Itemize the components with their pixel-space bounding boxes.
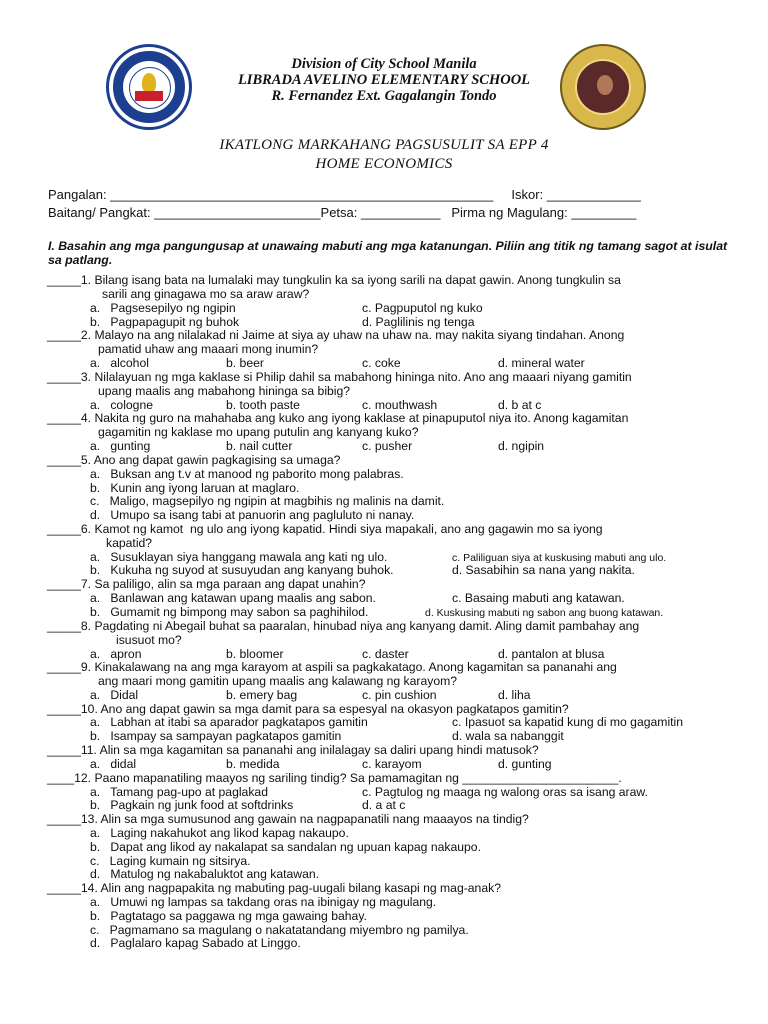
option-b: b. Pagpapagupit ng buhok: [90, 315, 240, 329]
subject-title: HOME ECONOMICS: [315, 156, 453, 172]
question-14: _____14. Alin ang nagpapakita ng mabuting pag-uugali bilang kasapi ng mag-anak?: [47, 881, 501, 895]
option-b: b. Dapat ang likod ay nakalapat sa sandalan ng upuan kapag nakaupo.: [90, 840, 481, 854]
question-10: _____10. Ano ang dapat gawin sa mga damit para sa espesyal na okasyon pagkatapos gamitin?: [47, 702, 569, 716]
option-d: d. pantalon at blusa: [498, 647, 605, 661]
exam-title: IKATLONG MARKAHANG PAGSUSULIT SA EPP 4: [219, 137, 549, 153]
question-6: _____6. Kamot ng kamot ng ulo ang iyong kapatid. Hindi siya mapakali, ano ang gagawin mo sa iyong: [47, 522, 603, 536]
question-5: _____5. Ano ang dapat gawin pagkagising sa umaga?: [47, 453, 341, 467]
option-c: c. pusher: [362, 439, 413, 453]
option-b: b. Isampay sa sampayan pagkatapos gamitin: [90, 729, 342, 743]
question-12: ____12. Paano mapanatiling maayos ng sariling tindig? Sa pamamagitan ng _______________________.: [47, 771, 622, 785]
option-b: b. beer: [226, 356, 264, 370]
option-a: a. cologne: [90, 398, 154, 412]
option-b: b. tooth paste: [226, 398, 300, 412]
option-b: b. Kunin ang iyong laruan at maglaro.: [90, 481, 300, 495]
option-c: c. Pagpuputol ng kuko: [362, 301, 483, 315]
option-a: a. Buksan ang t.v at manood ng paborito mong palabras.: [90, 467, 404, 481]
option-c: c. daster: [362, 647, 409, 661]
option-a: a. Umuwi ng lampas sa takdang oras na ibinigay ng magulang.: [90, 895, 437, 909]
option-d: d. gunting: [498, 757, 552, 771]
option-a: a. Tamang pag-upo at paglakad: [90, 785, 268, 799]
option-c: c. Laging kumain ng sitsirya.: [90, 854, 251, 868]
option-d: d. Paglilinis ng tenga: [362, 315, 475, 329]
grade-date-line: Baitang/ Pangkat: _______________________Petsa: ___________ Pirma ng Magulang: _________: [48, 205, 637, 220]
instructions: I. Basahin ang mga pangungusap at unawaing mabuti ang mga katanungan. Piliin ang titik ng tamang sagot at isulat sa patlang.: [48, 239, 728, 267]
question-4: _____4. Nakita ng guro na mahahaba ang kuko ang iyong kaklase at pinapuputol niya ito. Anong kagamitan: [47, 411, 629, 425]
option-b: b. Kukuha ng suyod at susuyudan ang kanyang buhok.: [90, 563, 394, 577]
school-name: LIBRADA AVELINO ELEMENTARY SCHOOL: [237, 72, 531, 88]
option-d: d. Sasabihin sa nana yang nakita.: [452, 563, 635, 577]
option-a: a. Labhan at itabi sa aparador pagkatapos gamitin: [90, 715, 368, 729]
question-9: _____9. Kinakalawang na ang mga karayom at aspili sa pagkakatago. Anong kagamitan sa pananahi ang: [47, 660, 617, 674]
option-c: c. Ipasuot sa kapatid kung di mo gagamitin: [452, 715, 684, 729]
question-7: _____7. Sa paliligo, alin sa mga paraan ang dapat unahin?: [47, 577, 366, 591]
option-d: d. a at c: [362, 798, 406, 812]
option-c: c. Pagtulog ng maaga ng walong oras sa isang araw.: [362, 785, 648, 799]
option-b: b. Gumamit ng bimpong may sabon sa paghihilod.: [90, 605, 369, 619]
question-3-cont: upang maalis ang mabahong hininga sa bibig?: [98, 384, 351, 398]
option-a: a. Susuklayan siya hanggang mawala ang kati ng ulo.: [90, 550, 388, 564]
question-2: _____2. Malayo na ang nilalakad ni Jaime at siya ay uhaw na uhaw na. may nakita siyang tindahan. Anong: [47, 328, 625, 342]
option-b: b. emery bag: [226, 688, 298, 702]
question-6-cont: kapatid?: [106, 536, 153, 550]
option-c: c. coke: [362, 356, 401, 370]
option-d: d. liha: [498, 688, 531, 702]
option-d: d. Paglalaro kapag Sabado at Linggo.: [90, 936, 301, 950]
name-score-line: Pangalan: _____________________________________________________ Iskor: _____________: [48, 187, 641, 202]
option-b: b. Pagtatago sa paggawa ng mga gawaing bahay.: [90, 909, 367, 923]
option-c: c. pin cushion: [362, 688, 437, 702]
option-a: a. apron: [90, 647, 142, 661]
option-c: c. Basaing mabuti ang katawan.: [452, 591, 625, 605]
option-d: d. wala sa nabanggit: [452, 729, 564, 743]
option-c: c. karayom: [362, 757, 422, 771]
option-c: c. mouthwash: [362, 398, 438, 412]
option-a: a. gunting: [90, 439, 151, 453]
option-d: d. Kuskusing mabuti ng sabon ang buong katawan.: [425, 607, 664, 619]
option-a: a. Didal: [90, 688, 139, 702]
option-c: c. Paliliguan siya at kuskusing mabuti ang ulo.: [452, 552, 667, 564]
option-c: c. Maligo, magsepilyo ng ngipin at magbihis ng malinis na damit.: [90, 494, 445, 508]
division-name: Division of City School Manila: [291, 56, 477, 72]
school-address: R. Fernandez Ext. Gagalangin Tondo: [271, 88, 497, 104]
option-b: b. medida: [226, 757, 280, 771]
question-3: _____3. Nilalayuan ng mga kaklase si Philip dahil sa mabahong hininga nito. Ano ang maaari niyang gamitin: [47, 370, 632, 384]
option-b: b. bloomer: [226, 647, 284, 661]
question-1: _____1. Bilang isang bata na lumalaki may tungkulin ka sa iyong sarili na dapat gawin. Anong tungkulin sa: [47, 273, 621, 287]
option-a: a. alcohol: [90, 356, 149, 370]
option-d: d. mineral water: [498, 356, 585, 370]
option-a: a. Pagsesepilyo ng ngipin: [90, 301, 236, 315]
question-13: _____13. Alin sa mga sumusunod ang gawain na nagpapanatili nang maaayos na tindig?: [47, 812, 529, 826]
option-d: d. ngipin: [498, 439, 545, 453]
option-b: b. Pagkain ng junk food at softdrinks: [90, 798, 294, 812]
option-a: a. didal: [90, 757, 137, 771]
option-d: d. Matulog ng nakabaluktot ang katawan.: [90, 867, 320, 881]
question-2-cont: pamatid uhaw ang maaari mong inumin?: [98, 342, 319, 356]
question-9-cont: ang maari mong gamitin upang maalis ang kalawang ng karayom?: [98, 674, 458, 688]
question-1-cont: sarili ang ginagawa mo sa araw araw?: [102, 287, 310, 301]
option-b: b. nail cutter: [226, 439, 293, 453]
option-a: a. Banlawan ang katawan upang maalis ang sabon.: [90, 591, 376, 605]
option-d: d. Umupo sa isang tabi at panuorin ang pagluluto ni nanay.: [90, 508, 415, 522]
option-d: d. b at c: [498, 398, 542, 412]
question-8-cont: isusuot mo?: [116, 633, 182, 647]
question-4-cont: gagamitin ng kaklase mo upang putulin ang kanyang kuko?: [98, 425, 419, 439]
option-a: a. Laging nakahukot ang likod kapag nakaupo.: [90, 826, 349, 840]
option-c: c. Pagmamano sa magulang o nakatatandang miyembro ng pamilya.: [90, 923, 469, 937]
question-11: _____11. Alin sa mga kagamitan sa pananahi ang inilalagay sa daliri upang hindi matusok?: [47, 743, 539, 757]
question-8: _____8. Pagdating ni Abegail buhat sa paaralan, hinubad niya ang kanyang damit. Aling damit pambahay ang: [47, 619, 640, 633]
